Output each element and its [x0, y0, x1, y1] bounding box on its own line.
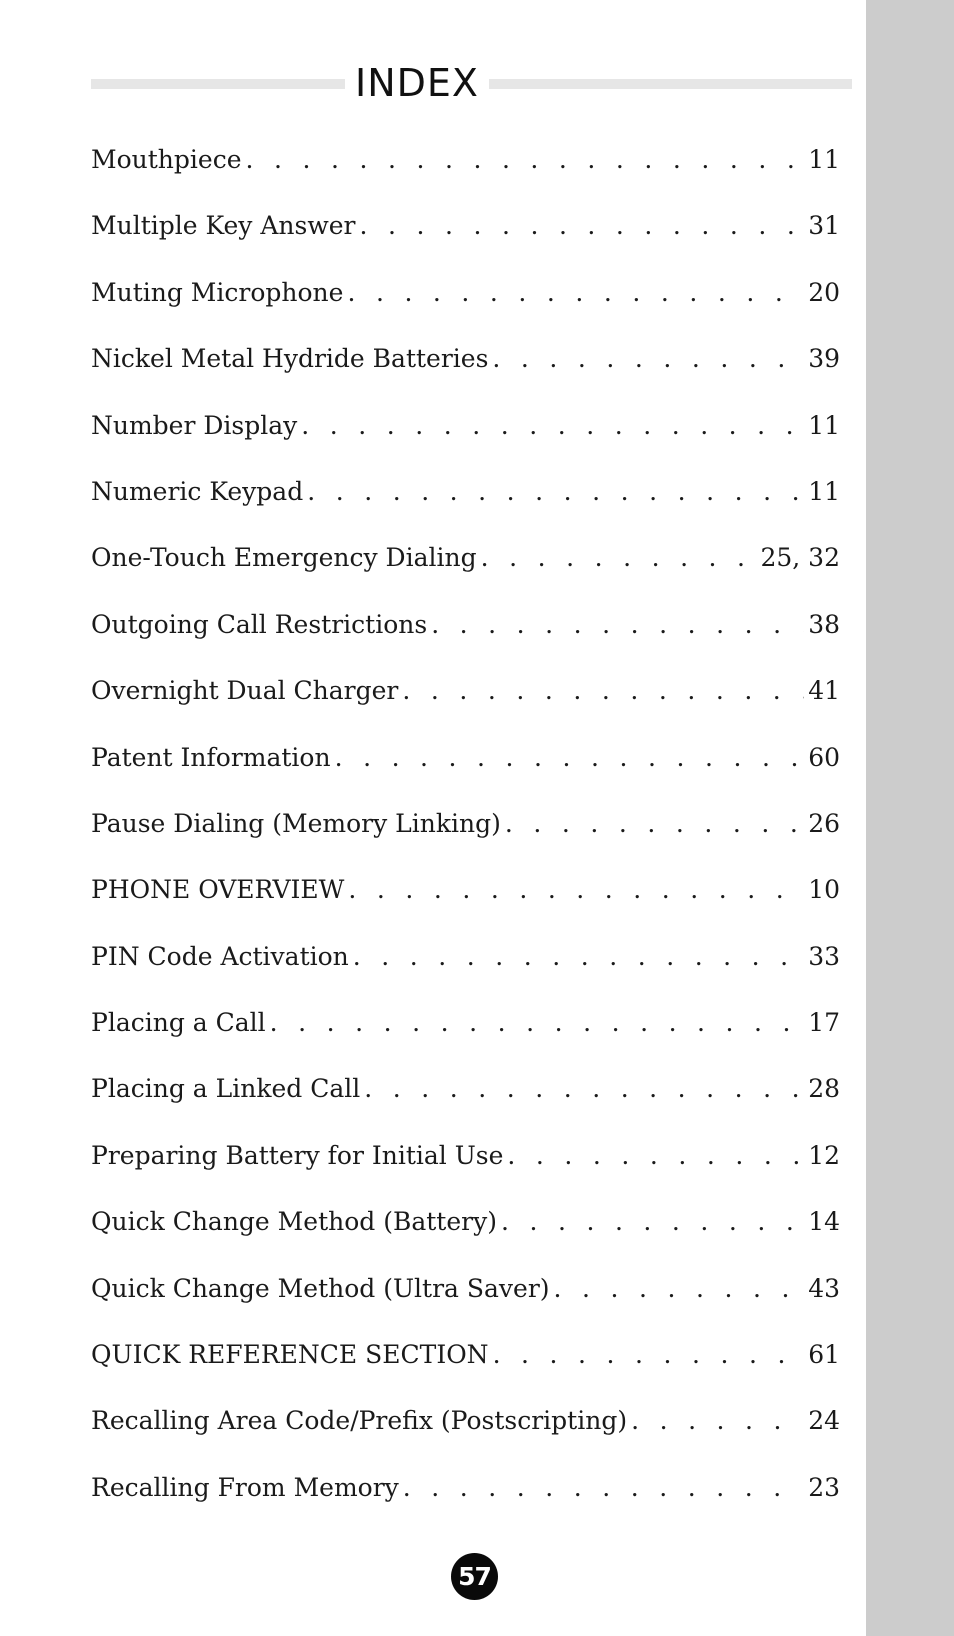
index-entry — [91, 738, 840, 804]
index-list — [91, 140, 840, 1534]
index-page-ref: 41 — [808, 676, 840, 706]
index-term: Recalling Area Code/Prefix (Postscripting) — [91, 1406, 628, 1436]
index-term: Mouthpiece — [91, 145, 242, 174]
index-entry — [91, 206, 840, 272]
index-term: Multiple Key Answer — [91, 211, 356, 241]
index-entry — [91, 1335, 840, 1401]
index-page-ref: 33 — [808, 941, 840, 971]
index-page-ref: 20 — [808, 277, 840, 307]
dot-leader — [307, 472, 804, 512]
index-page-ref: 23 — [808, 1472, 840, 1502]
index-entry — [91, 472, 840, 538]
dot-leader — [348, 870, 804, 910]
dot-leader — [403, 1468, 804, 1508]
dot-leader — [501, 1202, 804, 1242]
index-entry — [91, 870, 840, 936]
dot-leader — [347, 273, 804, 313]
dot-leader — [246, 140, 805, 180]
index-term: Overnight Dual Charger — [91, 676, 399, 706]
index-page-ref: 11 — [808, 410, 840, 440]
index-term: Muting Microphone — [91, 277, 344, 307]
index-entry — [91, 406, 840, 472]
index-entry — [91, 273, 840, 339]
dot-leader — [492, 339, 804, 379]
index-entry — [91, 1136, 840, 1202]
index-term: Numeric Keypad — [91, 476, 304, 506]
index-page-ref: 38 — [808, 609, 840, 639]
index-page-ref: 60 — [808, 742, 840, 772]
index-term: QUICK REFERENCE SECTION — [91, 1340, 489, 1370]
page-number-badge: 57 — [451, 1553, 498, 1600]
index-page-ref: 10 — [808, 875, 840, 905]
dot-leader — [301, 406, 804, 446]
dot-leader — [364, 1069, 804, 1109]
dot-leader — [631, 1401, 804, 1441]
index-entry — [91, 1468, 840, 1534]
index-entry — [91, 140, 840, 206]
index-entry — [91, 937, 840, 1003]
index-entry — [91, 339, 840, 405]
page-title: INDEX — [345, 61, 489, 105]
index-page-ref: 61 — [808, 1340, 840, 1370]
index-entry — [91, 671, 840, 737]
index-entry — [91, 1003, 840, 1069]
index-page-ref: 43 — [808, 1273, 840, 1303]
dot-leader — [554, 1269, 805, 1309]
index-term: Placing a Linked Call — [91, 1074, 361, 1104]
index-entry — [91, 1202, 840, 1268]
dot-leader — [270, 1003, 805, 1043]
side-margin-band — [866, 0, 954, 1636]
index-term: Outgoing Call Restrictions — [91, 609, 428, 639]
index-entry — [91, 1401, 840, 1467]
dot-leader — [493, 1335, 805, 1375]
index-term: Recalling From Memory — [91, 1472, 399, 1502]
index-page-ref: 28 — [808, 1074, 840, 1104]
index-term: One-Touch Emergency Dialing — [91, 543, 477, 573]
index-term: PHONE OVERVIEW — [91, 875, 345, 905]
index-page-ref: 11 — [808, 145, 840, 174]
index-page-ref: 14 — [808, 1207, 840, 1237]
dot-leader — [353, 937, 804, 977]
index-term: PIN Code Activation — [91, 941, 349, 971]
dot-leader — [431, 605, 804, 645]
index-entry — [91, 605, 840, 671]
index-term: Pause Dialing (Memory Linking) — [91, 808, 501, 838]
dot-leader — [335, 738, 805, 778]
index-page-ref: 25, 32 — [760, 543, 840, 573]
dot-leader — [481, 538, 757, 578]
index-page-ref: 17 — [808, 1008, 840, 1038]
index-entry — [91, 804, 840, 870]
index-page-ref: 12 — [808, 1140, 840, 1170]
index-entry — [91, 1069, 840, 1135]
index-page-ref: 31 — [808, 211, 840, 241]
index-term: Placing a Call — [91, 1008, 266, 1038]
index-term: Nickel Metal Hydride Batteries — [91, 344, 489, 374]
index-entry — [91, 1269, 840, 1335]
dot-leader — [359, 206, 804, 246]
dot-leader — [402, 671, 804, 711]
index-page-ref: 24 — [808, 1406, 840, 1436]
index-term: Number Display — [91, 410, 298, 440]
index-page-ref: 39 — [808, 344, 840, 374]
dot-leader — [507, 1136, 804, 1176]
index-page-ref: 11 — [808, 476, 840, 506]
page-title-wrapper — [0, 58, 894, 108]
index-page-ref: 26 — [808, 808, 840, 838]
index-entry — [91, 538, 840, 604]
index-term: Quick Change Method (Ultra Saver) — [91, 1273, 550, 1303]
index-term: Preparing Battery for Initial Use — [91, 1140, 504, 1170]
dot-leader — [505, 804, 804, 844]
index-term: Quick Change Method (Battery) — [91, 1207, 497, 1237]
index-term: Patent Information — [91, 742, 331, 772]
